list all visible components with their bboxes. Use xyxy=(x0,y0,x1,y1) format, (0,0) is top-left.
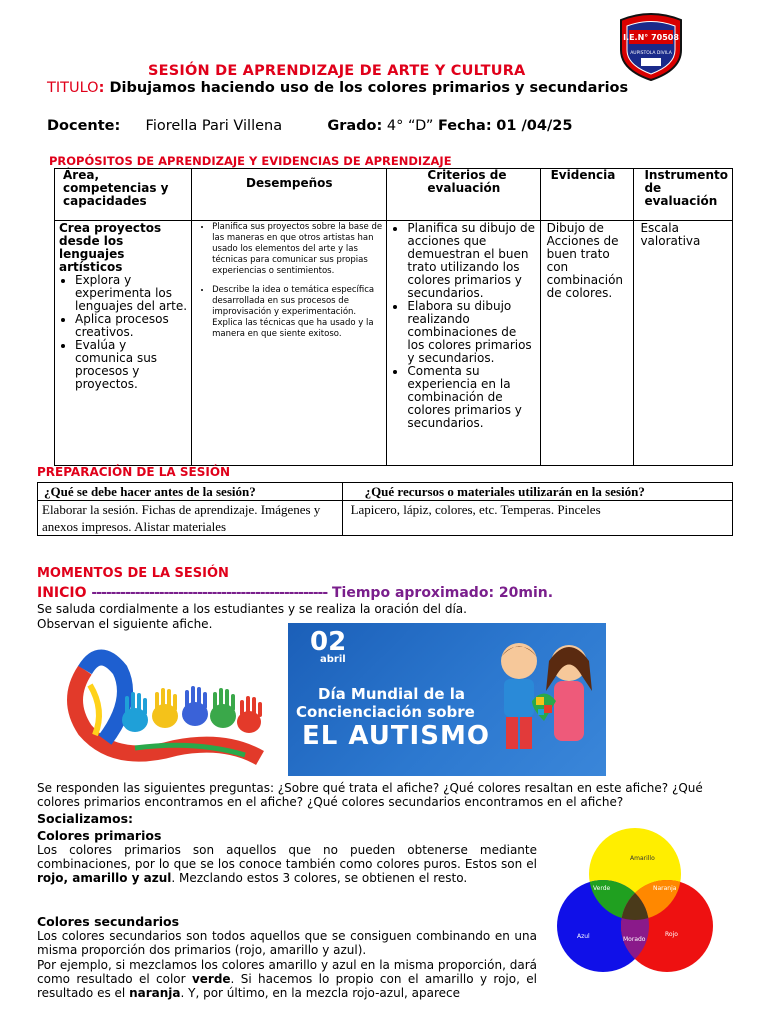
venn-label-azul: Azul xyxy=(577,933,590,940)
desempeno-item: • Describe la idea o temática específica desarrollada en sus procesos de improvisación y experimentación. Explica las técnicas que ha usado y la manera en que siente exitoso. xyxy=(212,285,382,340)
badge-subtext: AUPISTOLA DIVILA xyxy=(630,51,672,56)
poster-line3-el: EL xyxy=(302,721,349,751)
preguntas-text: Se responden las siguientes preguntas: ¿Sobre qué trata el afiche? ¿Qué colores resaltan en este afiche? ¿Qué colores primarios encontramos en el afiche? ¿Qué colores secundarios encontramos en el afiche? xyxy=(37,781,703,809)
primarios-heading: Colores primarios xyxy=(37,828,162,843)
preparacion-a1: Elaborar la sesión. Fichas de aprendizaje. Imágenes y anexos impresos. Alistar materiales xyxy=(38,501,343,536)
poster-line1: Día Mundial de la xyxy=(318,685,465,703)
propositos-heading: PROPÓSITOS DE APRENDIZAJE Y EVIDENCIAS DE APRENDIZAJE xyxy=(49,154,452,168)
grado-label: Grado: xyxy=(327,118,383,134)
col-criterios: Criterios de evaluación xyxy=(387,169,540,221)
venn-label-rojo: Rojo xyxy=(665,931,678,938)
children-illustration xyxy=(484,631,604,776)
criterio-item: • Comenta su experiencia en la combinación de colores primarios y secundarios. xyxy=(407,365,535,430)
criterio-item: • Planifica su dibujo de acciones que demuestran el buen trato utilizando los colores primarios y secundarios. xyxy=(407,222,535,300)
autism-day-poster xyxy=(288,623,606,776)
poster-day: 02 xyxy=(310,627,347,657)
secundarios-p2c: . Si hacemos lo propio con el amarillo y rojo, el resultado es el xyxy=(37,972,537,1000)
venn-label-naranja: Naranja xyxy=(653,885,677,892)
criterio-item: • Elabora su dibujo realizando combinaciones de los colores primarios y secundarios. xyxy=(407,300,535,365)
titulo-label: TITULO xyxy=(47,80,99,96)
col-instrumento: Instrumento de evaluación xyxy=(634,169,733,221)
fecha-label: Fecha: xyxy=(437,118,492,134)
badge-text: I.E.N° 70508 xyxy=(623,33,679,42)
docente-line xyxy=(47,118,572,134)
capacidad-item: • Explora y experimenta los lenguajes del arte. xyxy=(75,274,187,313)
poster-line3-autismo: AUTISMO xyxy=(348,721,490,751)
poster-line3 xyxy=(302,721,490,751)
venn-label-verde: Verde xyxy=(593,885,611,892)
tiempo-label: Tiempo aproximado: 20min. xyxy=(332,585,554,601)
momentos-heading: MOMENTOS DE LA SESIÓN xyxy=(37,566,229,581)
grado-value: 4° “D” xyxy=(386,118,434,134)
session-title: TITULO: Dibujamos haciendo uso de los colores primarios y secundarios xyxy=(47,80,629,96)
propositos-table xyxy=(54,168,733,466)
preparacion-q2: ¿Qué recursos o materiales utilizarán en la sesión? xyxy=(342,483,732,501)
primarios-text-bold: rojo, amarillo y azul xyxy=(37,871,172,885)
col-evidencia: Evidencia xyxy=(540,169,634,221)
instrumento-cell: Escala valorativa xyxy=(634,221,733,466)
socializamos-label: Socializamos: xyxy=(37,811,134,826)
inicio-label: INICIO xyxy=(37,585,87,601)
desempeno-item: • Planifica sus proyectos sobre la base de las maneras en que otros artistas han usado los elementos del arte y las técnicas para comunicar sus propias experiencias o sentimientos. xyxy=(212,222,382,277)
fecha-value: 01 /04/25 xyxy=(496,118,573,134)
preparacion-heading: PREPARACIÓN DE LA SESIÓN xyxy=(37,465,231,479)
capacidad-item: • Evalúa y comunica sus procesos y proyectos. xyxy=(75,339,187,391)
inicio-dashes: ------------------------------------------------- xyxy=(91,585,328,601)
page-title: SESIÓN DE APRENDIZAJE DE ARTE Y CULTURA xyxy=(148,63,526,79)
evidencia-cell: Dibujo de Acciones de buen trato con combinación de colores. xyxy=(540,221,634,466)
docente-name: Fiorella Pari Villena xyxy=(145,118,283,134)
school-badge-logo xyxy=(615,12,687,82)
venn-label-amarillo: Amarillo xyxy=(630,855,655,862)
titulo-text: Dibujamos haciendo uso de los colores primarios y secundarios xyxy=(109,80,629,96)
col-area: Área, competencias y capacidades xyxy=(55,169,192,221)
capacidad-item: • Aplica procesos creativos. xyxy=(75,313,187,339)
color-venn-diagram xyxy=(555,826,715,976)
preparacion-table xyxy=(37,482,733,536)
poster-month: abril xyxy=(320,654,346,665)
col-desempenos: Desempeños xyxy=(192,169,387,221)
secundarios-p2 xyxy=(37,958,537,1000)
secundarios-heading: Colores secundarios xyxy=(37,914,180,929)
poster-line2: Concienciación sobre xyxy=(296,703,475,721)
venn-label-morado: Morado xyxy=(623,936,646,943)
secundarios-p2a: Por ejemplo, si mezclamos los colores amarillo y azul en la misma proporción, dará como resultado el color xyxy=(37,958,537,986)
secundarios-p1: Los colores secundarios son todos aquellos que se consiguen combinando en una misma proporción dos primarios (rojo, amarillo y azul). xyxy=(37,929,537,957)
secundarios-p2d: naranja xyxy=(129,986,181,1000)
inicio-p2: Observan el siguiente afiche. xyxy=(37,617,213,631)
primarios-text-b: . Mezclando estos 3 colores, se obtienen el resto. xyxy=(171,871,468,885)
primarios-text xyxy=(37,843,537,885)
competencia-title: Crea proyectos desde los lenguajes artísticos xyxy=(59,221,162,274)
inicio-p1: Se saluda cordialmente a los estudiantes y se realiza la oración del día. xyxy=(37,602,467,616)
inicio-row xyxy=(37,585,737,601)
primarios-text-a: Los colores primarios son aquellos que no pueden obtenerse mediante combinaciones, por lo que se los conoce también como colores puros. Estos son el xyxy=(37,843,537,871)
preparacion-q1: ¿Qué se debe hacer antes de la sesión? xyxy=(38,483,343,501)
secundarios-p2b: verde xyxy=(191,972,231,986)
secundarios-p2e: . Y, por último, en la mezcla rojo-azul, aparece xyxy=(180,986,461,1000)
autism-ribbon-image xyxy=(45,640,265,765)
preparacion-a2: Lapicero, lápiz, colores, etc. Temperas. Pinceles xyxy=(342,501,732,536)
docente-label: Docente: xyxy=(47,118,121,134)
